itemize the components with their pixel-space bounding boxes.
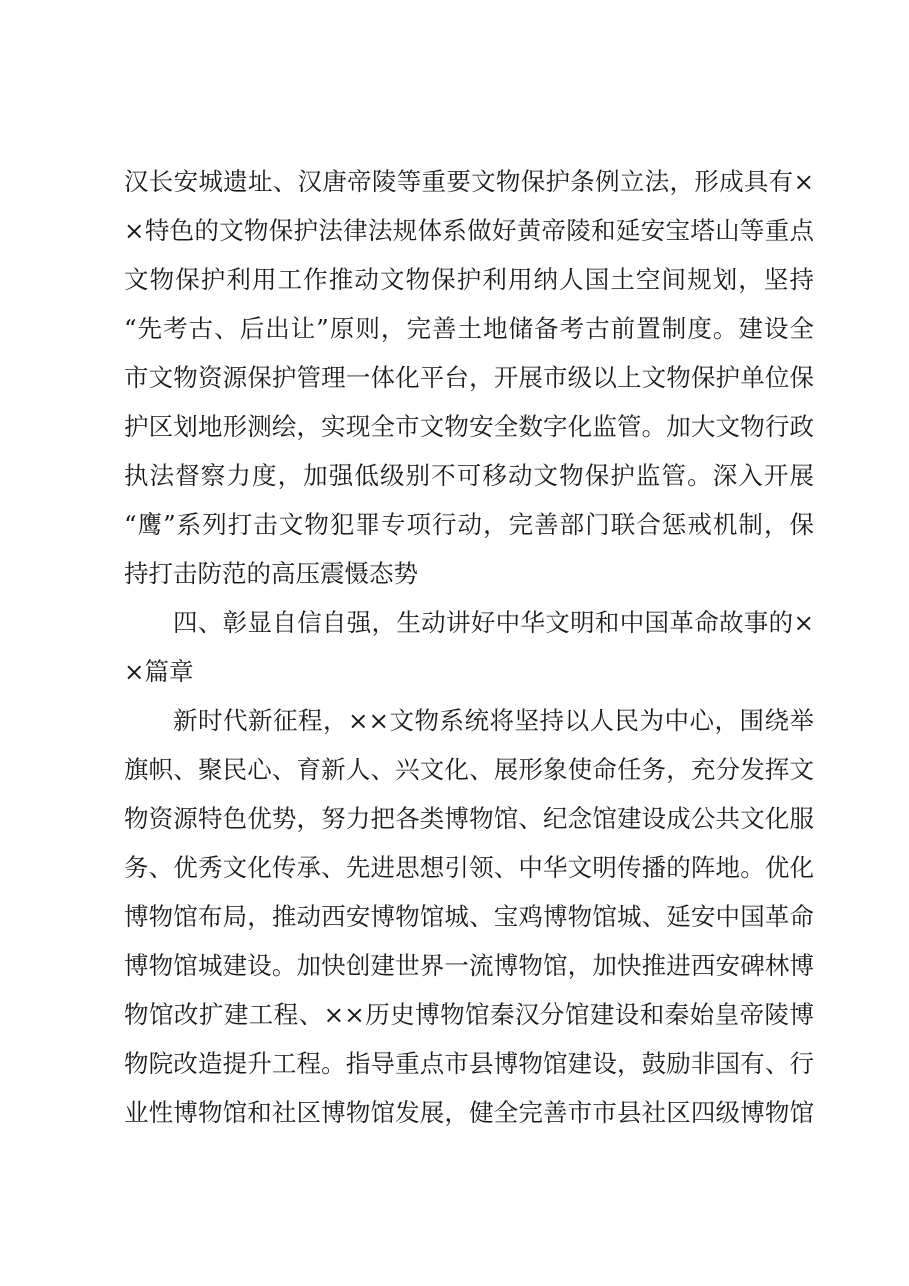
- text-line: 业性博物馆和社区博物馆发展，健全完善市市县社区四级博物馆: [124, 1098, 814, 1127]
- text-line: 执法督察力度，加强低级别不可移动文物保护监管。深入开展: [124, 461, 814, 490]
- text-line: 旗帜、聚民心、育新人、兴文化、展形象使命任务，充分发挥文: [124, 755, 814, 784]
- document-body: [124, 157, 814, 1137]
- heading-line: 四、彰显自信自强，生动讲好中华文明和中国革命故事的×: [173, 608, 814, 637]
- text-line: 汉长安城遗址、汉唐帝陵等重要文物保护条例立法，形成具有×: [124, 167, 814, 196]
- text-line: “鹰”系列打击文物犯罪专项行动，完善部门联合惩戒机制，保: [124, 510, 814, 539]
- paragraph-heritage-protection: [124, 157, 814, 598]
- section-heading: [124, 598, 814, 696]
- text-line: ×特色的文物保护法律法规体系做好黄帝陵和延安宝塔山等重点: [124, 216, 814, 245]
- text-line: 市文物资源保护管理一体化平台，开展市级以上文物保护单位保: [124, 363, 814, 392]
- text-line: 博物馆城建设。加快创建世界一流博物馆，加快推进西安碑林博: [124, 951, 814, 980]
- text-line: 物馆改扩建工程、××历史博物馆秦汉分馆建设和秦始皇帝陵博: [124, 1000, 814, 1029]
- heading-line: ×篇章: [124, 657, 194, 686]
- text-line: 持打击防范的高压震慑态势: [124, 559, 418, 588]
- text-line: 博物馆布局，推动西安博物馆城、宝鸡博物馆城、延安中国革命: [124, 902, 814, 931]
- text-line: 物资源特色优势，努力把各类博物馆、纪念馆建设成公共文化服: [124, 804, 814, 833]
- text-line: 务、优秀文化传承、先进思想引领、中华文明传播的阵地。优化: [124, 853, 814, 882]
- text-line: 护区划地形测绘，实现全市文物安全数字化监管。加大文物行政: [124, 412, 814, 441]
- text-line: 物院改造提升工程。指导重点市县博物馆建设，鼓励非国有、行: [124, 1049, 814, 1078]
- text-line: “先考古、后出让”原则，完善土地储备考古前置制度。建设全: [124, 314, 814, 343]
- paragraph-museums: [124, 696, 814, 1137]
- text-line: 文物保护利用工作推动文物保护利用纳人国土空间规划，坚持: [124, 265, 814, 294]
- text-line: 新时代新征程，××文物系统将坚持以人民为中心，围绕举: [173, 706, 814, 735]
